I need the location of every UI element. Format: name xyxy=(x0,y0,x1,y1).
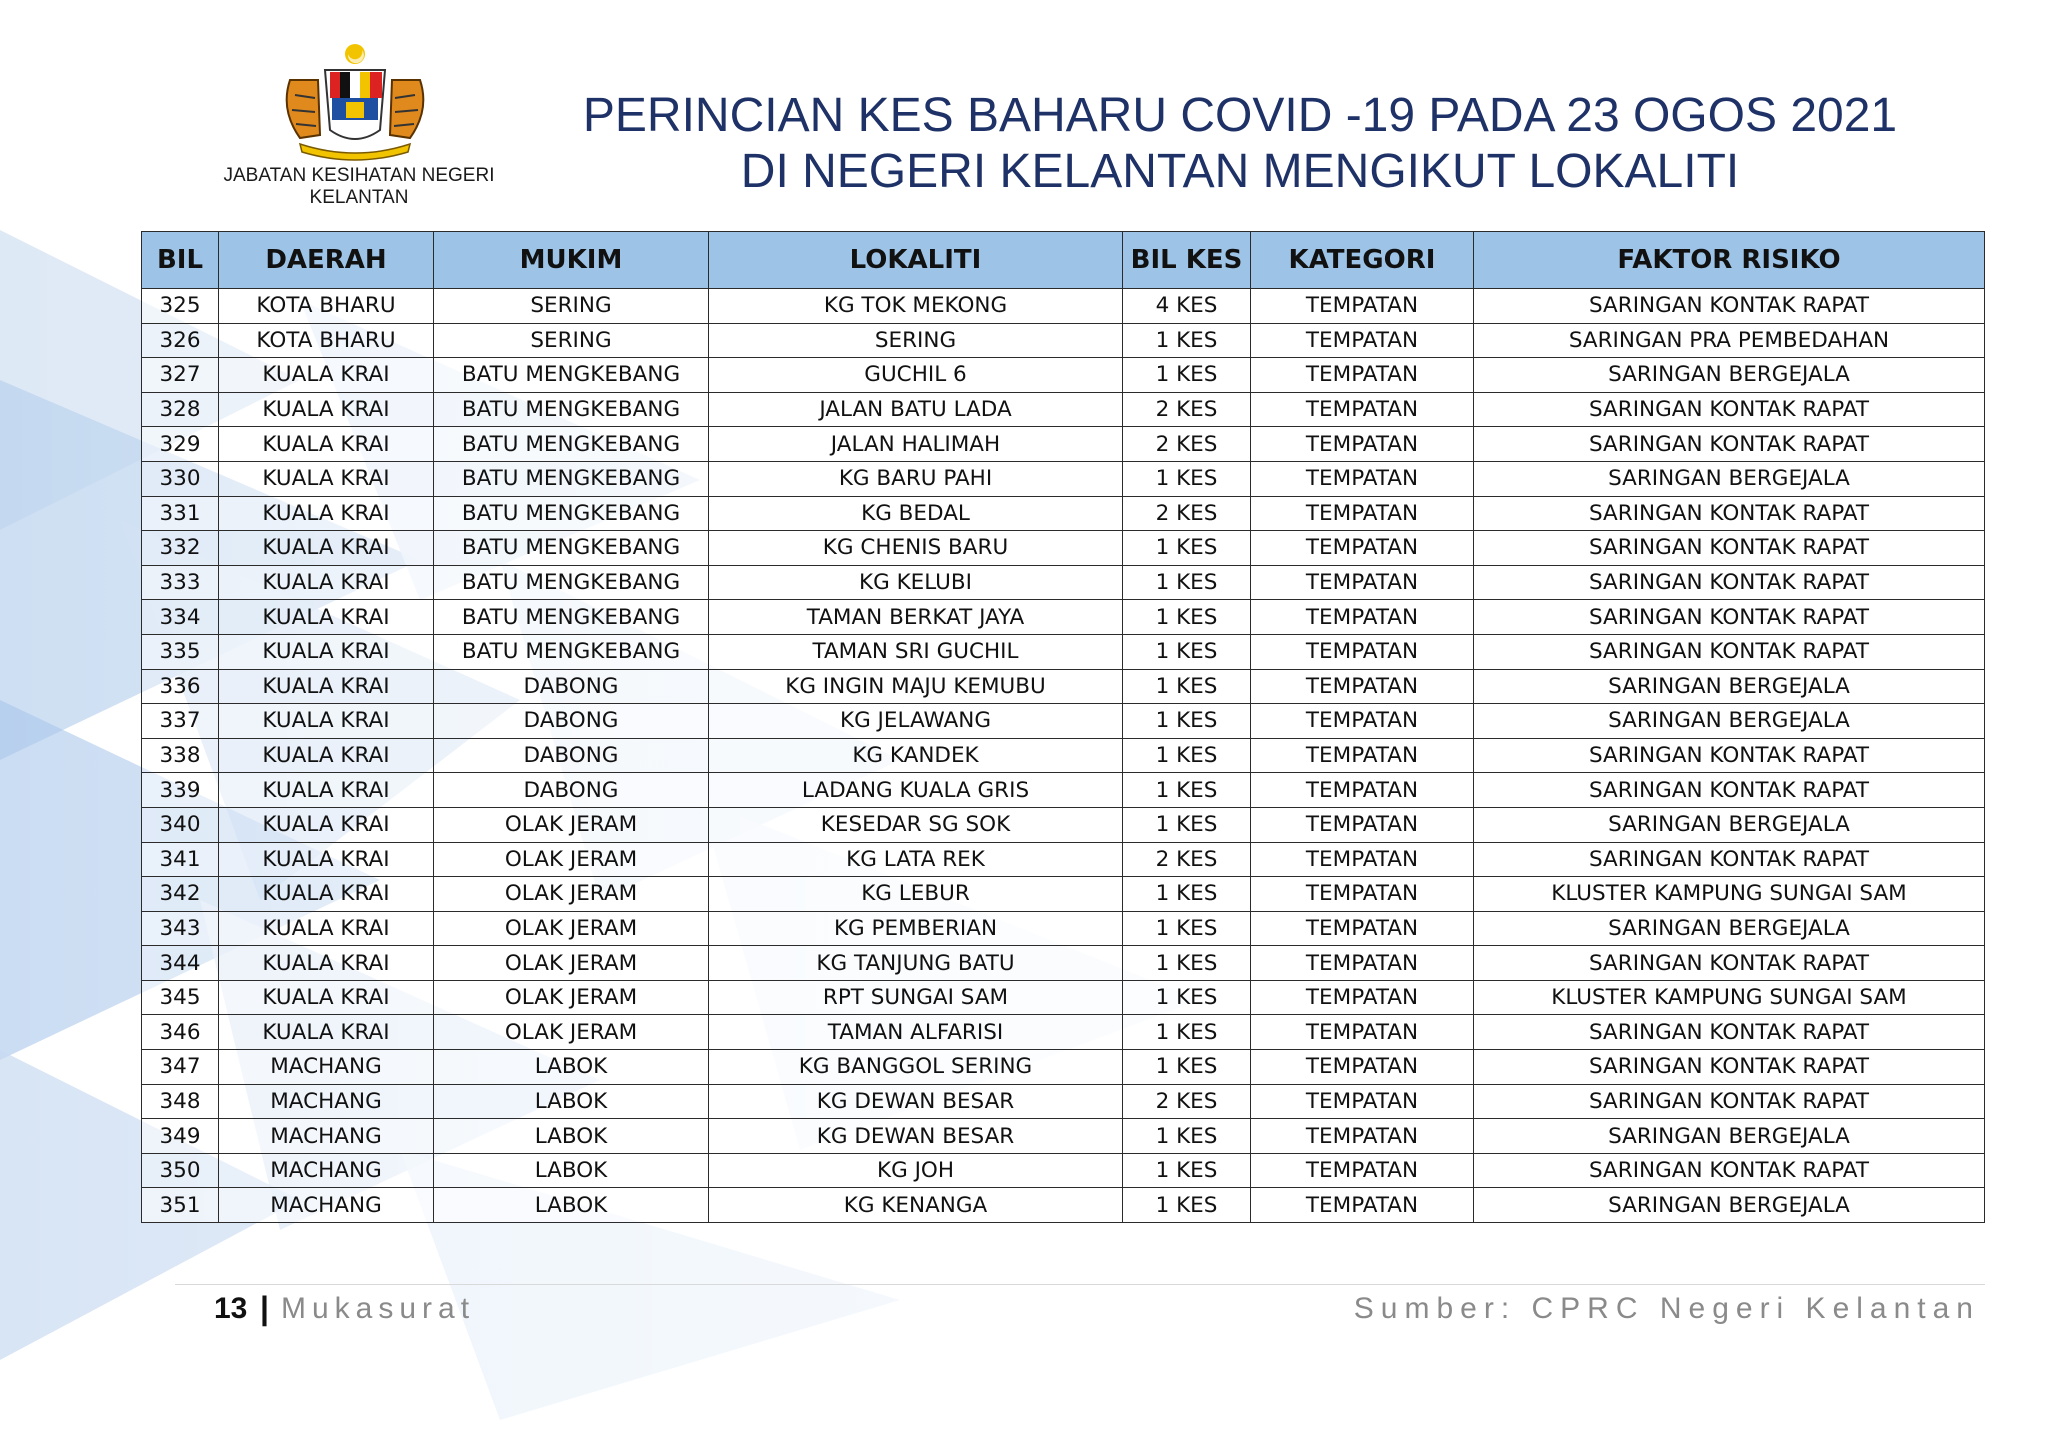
cell-faktor-risiko: SARINGAN BERGEJALA xyxy=(1474,358,1985,393)
table-row xyxy=(142,669,1985,704)
table-row xyxy=(142,1119,1985,1154)
table-row xyxy=(142,461,1985,496)
cell-lokaliti: KG JELAWANG xyxy=(709,704,1123,739)
cell-lokaliti: KG TANJUNG BATU xyxy=(709,946,1123,981)
cell-bil-kes: 4 KES xyxy=(1123,289,1251,324)
cell-lokaliti: TAMAN ALFARISI xyxy=(709,1015,1123,1050)
cell-daerah: KUALA KRAI xyxy=(219,807,434,842)
source-credit: Sumber: CPRC Negeri Kelantan xyxy=(1353,1292,1980,1325)
cell-kategori: TEMPATAN xyxy=(1251,980,1474,1015)
cell-daerah: KUALA KRAI xyxy=(219,531,434,566)
cell-daerah: KUALA KRAI xyxy=(219,427,434,462)
table-row xyxy=(142,496,1985,531)
table-row xyxy=(142,427,1985,462)
cell-bil-kes: 1 KES xyxy=(1123,877,1251,912)
cell-bil: 332 xyxy=(142,531,219,566)
cell-kategori: TEMPATAN xyxy=(1251,392,1474,427)
cell-daerah: MACHANG xyxy=(219,1188,434,1223)
cell-bil-kes: 1 KES xyxy=(1123,773,1251,808)
cell-daerah: KOTA BHARU xyxy=(219,323,434,358)
table-header-row xyxy=(142,232,1985,289)
cell-kategori: TEMPATAN xyxy=(1251,531,1474,566)
title-line-2: DI NEGERI KELANTAN MENGIKUT LOKALITI xyxy=(740,145,1740,198)
cell-daerah: KUALA KRAI xyxy=(219,565,434,600)
cell-faktor-risiko: SARINGAN KONTAK RAPAT xyxy=(1474,842,1985,877)
page-separator: | xyxy=(260,1290,269,1326)
cell-daerah: KUALA KRAI xyxy=(219,704,434,739)
cell-faktor-risiko: SARINGAN PRA PEMBEDAHAN xyxy=(1474,323,1985,358)
cell-lokaliti: JALAN HALIMAH xyxy=(709,427,1123,462)
cell-faktor-risiko: SARINGAN KONTAK RAPAT xyxy=(1474,565,1985,600)
cell-mukim: OLAK JERAM xyxy=(434,842,709,877)
cell-daerah: KUALA KRAI xyxy=(219,911,434,946)
table-body xyxy=(142,289,1985,1223)
cell-mukim: BATU MENGKEBANG xyxy=(434,358,709,393)
column-header-lokaliti: LOKALITI xyxy=(709,232,1123,289)
cell-bil-kes: 1 KES xyxy=(1123,807,1251,842)
cell-mukim: BATU MENGKEBANG xyxy=(434,634,709,669)
cell-bil-kes: 1 KES xyxy=(1123,911,1251,946)
cell-bil-kes: 1 KES xyxy=(1123,980,1251,1015)
cell-lokaliti: KESEDAR SG SOK xyxy=(709,807,1123,842)
cell-bil: 341 xyxy=(142,842,219,877)
cell-faktor-risiko: SARINGAN BERGEJALA xyxy=(1474,1188,1985,1223)
cell-faktor-risiko: SARINGAN KONTAK RAPAT xyxy=(1474,427,1985,462)
cell-lokaliti: KG DEWAN BESAR xyxy=(709,1084,1123,1119)
cell-kategori: TEMPATAN xyxy=(1251,323,1474,358)
cell-faktor-risiko: SARINGAN KONTAK RAPAT xyxy=(1474,946,1985,981)
cell-faktor-risiko: KLUSTER KAMPUNG SUNGAI SAM xyxy=(1474,877,1985,912)
cell-lokaliti: KG INGIN MAJU KEMUBU xyxy=(709,669,1123,704)
cell-bil: 335 xyxy=(142,634,219,669)
cell-faktor-risiko: SARINGAN KONTAK RAPAT xyxy=(1474,1015,1985,1050)
cell-bil: 339 xyxy=(142,773,219,808)
cell-daerah: KUALA KRAI xyxy=(219,600,434,635)
cell-daerah: KUALA KRAI xyxy=(219,773,434,808)
cell-mukim: OLAK JERAM xyxy=(434,1015,709,1050)
cell-bil-kes: 1 KES xyxy=(1123,1153,1251,1188)
cell-daerah: KUALA KRAI xyxy=(219,842,434,877)
cell-bil: 326 xyxy=(142,323,219,358)
table-row xyxy=(142,911,1985,946)
covid-cases-table xyxy=(141,231,1985,1223)
title-line-1: PERINCIAN KES BAHARU COVID -19 PADA 23 OGOS 2021 xyxy=(582,89,1898,142)
table-row xyxy=(142,1084,1985,1119)
cell-mukim: DABONG xyxy=(434,704,709,739)
column-header-kategori: KATEGORI xyxy=(1251,232,1474,289)
cell-bil-kes: 1 KES xyxy=(1123,461,1251,496)
cell-faktor-risiko: KLUSTER KAMPUNG SUNGAI SAM xyxy=(1474,980,1985,1015)
cell-bil-kes: 1 KES xyxy=(1123,531,1251,566)
column-header-mukim: MUKIM xyxy=(434,232,709,289)
cell-daerah: KUALA KRAI xyxy=(219,392,434,427)
cell-bil-kes: 1 KES xyxy=(1123,669,1251,704)
cell-mukim: LABOK xyxy=(434,1119,709,1154)
cell-lokaliti: SERING xyxy=(709,323,1123,358)
cell-daerah: KUALA KRAI xyxy=(219,1015,434,1050)
cell-daerah: KUALA KRAI xyxy=(219,877,434,912)
cell-mukim: SERING xyxy=(434,289,709,324)
coat-of-arms-logo xyxy=(270,40,440,165)
cell-kategori: TEMPATAN xyxy=(1251,669,1474,704)
cell-kategori: TEMPATAN xyxy=(1251,496,1474,531)
cell-kategori: TEMPATAN xyxy=(1251,842,1474,877)
table-row xyxy=(142,323,1985,358)
cell-mukim: LABOK xyxy=(434,1050,709,1085)
cell-kategori: TEMPATAN xyxy=(1251,1153,1474,1188)
cell-lokaliti: KG KENANGA xyxy=(709,1188,1123,1223)
cell-bil: 336 xyxy=(142,669,219,704)
cell-faktor-risiko: SARINGAN KONTAK RAPAT xyxy=(1474,1084,1985,1119)
cell-bil-kes: 1 KES xyxy=(1123,1188,1251,1223)
cell-bil-kes: 2 KES xyxy=(1123,1084,1251,1119)
cell-bil-kes: 1 KES xyxy=(1123,1050,1251,1085)
cell-mukim: BATU MENGKEBANG xyxy=(434,565,709,600)
table-row xyxy=(142,807,1985,842)
cell-mukim: LABOK xyxy=(434,1084,709,1119)
cell-lokaliti: GUCHIL 6 xyxy=(709,358,1123,393)
cell-daerah: KUALA KRAI xyxy=(219,946,434,981)
cell-mukim: OLAK JERAM xyxy=(434,807,709,842)
cell-daerah: KUALA KRAI xyxy=(219,634,434,669)
cell-faktor-risiko: SARINGAN BERGEJALA xyxy=(1474,1119,1985,1154)
cell-mukim: OLAK JERAM xyxy=(434,980,709,1015)
cell-bil-kes: 1 KES xyxy=(1123,1015,1251,1050)
cell-mukim: OLAK JERAM xyxy=(434,877,709,912)
cell-mukim: LABOK xyxy=(434,1188,709,1223)
cell-lokaliti: KG KELUBI xyxy=(709,565,1123,600)
cell-mukim: BATU MENGKEBANG xyxy=(434,496,709,531)
cell-bil: 346 xyxy=(142,1015,219,1050)
cell-mukim: SERING xyxy=(434,323,709,358)
cell-kategori: TEMPATAN xyxy=(1251,1015,1474,1050)
cell-mukim: OLAK JERAM xyxy=(434,911,709,946)
cell-faktor-risiko: SARINGAN KONTAK RAPAT xyxy=(1474,600,1985,635)
cell-bil: 329 xyxy=(142,427,219,462)
cell-bil: 343 xyxy=(142,911,219,946)
cell-kategori: TEMPATAN xyxy=(1251,1050,1474,1085)
cell-faktor-risiko: SARINGAN BERGEJALA xyxy=(1474,704,1985,739)
cell-daerah: MACHANG xyxy=(219,1153,434,1188)
cell-bil: 325 xyxy=(142,289,219,324)
cell-daerah: MACHANG xyxy=(219,1050,434,1085)
cell-kategori: TEMPATAN xyxy=(1251,1119,1474,1154)
cell-bil: 338 xyxy=(142,738,219,773)
cell-bil: 334 xyxy=(142,600,219,635)
cell-mukim: BATU MENGKEBANG xyxy=(434,600,709,635)
cell-mukim: BATU MENGKEBANG xyxy=(434,531,709,566)
cell-bil: 340 xyxy=(142,807,219,842)
cell-bil: 348 xyxy=(142,1084,219,1119)
cell-faktor-risiko: SARINGAN KONTAK RAPAT xyxy=(1474,1153,1985,1188)
cell-lokaliti: KG LATA REK xyxy=(709,842,1123,877)
cell-bil-kes: 2 KES xyxy=(1123,842,1251,877)
cell-lokaliti: LADANG KUALA GRIS xyxy=(709,773,1123,808)
cell-daerah: MACHANG xyxy=(219,1084,434,1119)
cell-bil-kes: 1 KES xyxy=(1123,946,1251,981)
cell-kategori: TEMPATAN xyxy=(1251,738,1474,773)
cell-mukim: OLAK JERAM xyxy=(434,946,709,981)
cell-lokaliti: KG PEMBERIAN xyxy=(709,911,1123,946)
cell-bil-kes: 1 KES xyxy=(1123,323,1251,358)
cell-lokaliti: KG LEBUR xyxy=(709,877,1123,912)
cell-kategori: TEMPATAN xyxy=(1251,877,1474,912)
table-row xyxy=(142,1153,1985,1188)
cell-kategori: TEMPATAN xyxy=(1251,1188,1474,1223)
cell-bil: 327 xyxy=(142,358,219,393)
cell-daerah: KUALA KRAI xyxy=(219,358,434,393)
column-header-bil: BIL xyxy=(142,232,219,289)
table-row xyxy=(142,289,1985,324)
cell-lokaliti: KG CHENIS BARU xyxy=(709,531,1123,566)
cell-bil-kes: 1 KES xyxy=(1123,634,1251,669)
cell-kategori: TEMPATAN xyxy=(1251,600,1474,635)
column-header-faktor-risiko: FAKTOR RISIKO xyxy=(1474,232,1985,289)
table-row xyxy=(142,531,1985,566)
cell-bil-kes: 1 KES xyxy=(1123,1119,1251,1154)
cell-faktor-risiko: SARINGAN KONTAK RAPAT xyxy=(1474,496,1985,531)
cell-mukim: BATU MENGKEBANG xyxy=(434,461,709,496)
cell-kategori: TEMPATAN xyxy=(1251,461,1474,496)
table-row xyxy=(142,358,1985,393)
cell-bil: 328 xyxy=(142,392,219,427)
cell-lokaliti: KG BANGGOL SERING xyxy=(709,1050,1123,1085)
cell-kategori: TEMPATAN xyxy=(1251,807,1474,842)
cell-bil-kes: 2 KES xyxy=(1123,392,1251,427)
table-row xyxy=(142,392,1985,427)
cell-kategori: TEMPATAN xyxy=(1251,358,1474,393)
cell-faktor-risiko: SARINGAN BERGEJALA xyxy=(1474,669,1985,704)
table-row xyxy=(142,738,1985,773)
table-row xyxy=(142,1015,1985,1050)
cell-lokaliti: KG TOK MEKONG xyxy=(709,289,1123,324)
cell-faktor-risiko: SARINGAN KONTAK RAPAT xyxy=(1474,531,1985,566)
cell-bil: 345 xyxy=(142,980,219,1015)
cell-mukim: DABONG xyxy=(434,773,709,808)
cell-daerah: KOTA BHARU xyxy=(219,289,434,324)
table-row xyxy=(142,634,1985,669)
cell-faktor-risiko: SARINGAN BERGEJALA xyxy=(1474,807,1985,842)
cell-lokaliti: KG BEDAL xyxy=(709,496,1123,531)
cell-kategori: TEMPATAN xyxy=(1251,773,1474,808)
cell-faktor-risiko: SARINGAN BERGEJALA xyxy=(1474,461,1985,496)
cell-kategori: TEMPATAN xyxy=(1251,704,1474,739)
cell-bil-kes: 1 KES xyxy=(1123,600,1251,635)
cell-faktor-risiko: SARINGAN KONTAK RAPAT xyxy=(1474,634,1985,669)
cell-faktor-risiko: SARINGAN KONTAK RAPAT xyxy=(1474,738,1985,773)
cell-faktor-risiko: SARINGAN KONTAK RAPAT xyxy=(1474,1050,1985,1085)
cell-kategori: TEMPATAN xyxy=(1251,289,1474,324)
cell-bil: 330 xyxy=(142,461,219,496)
table-row xyxy=(142,877,1985,912)
cell-daerah: KUALA KRAI xyxy=(219,496,434,531)
table-row xyxy=(142,946,1985,981)
cell-bil: 347 xyxy=(142,1050,219,1085)
cell-bil-kes: 1 KES xyxy=(1123,358,1251,393)
cell-lokaliti: TAMAN BERKAT JAYA xyxy=(709,600,1123,635)
cell-kategori: TEMPATAN xyxy=(1251,946,1474,981)
table-row xyxy=(142,842,1985,877)
cell-bil: 344 xyxy=(142,946,219,981)
table-row xyxy=(142,600,1985,635)
cell-bil: 333 xyxy=(142,565,219,600)
page-title xyxy=(520,88,1960,200)
column-header-bil-kes: BIL KES xyxy=(1123,232,1251,289)
cell-mukim: LABOK xyxy=(434,1153,709,1188)
cell-kategori: TEMPATAN xyxy=(1251,911,1474,946)
table-row xyxy=(142,1050,1985,1085)
page-number: 13 xyxy=(214,1292,248,1325)
page-label: Mukasurat xyxy=(281,1292,476,1325)
cell-faktor-risiko: SARINGAN KONTAK RAPAT xyxy=(1474,773,1985,808)
cell-mukim: BATU MENGKEBANG xyxy=(434,392,709,427)
cell-bil: 351 xyxy=(142,1188,219,1223)
cell-kategori: TEMPATAN xyxy=(1251,565,1474,600)
cell-lokaliti: KG DEWAN BESAR xyxy=(709,1119,1123,1154)
cell-daerah: MACHANG xyxy=(219,1119,434,1154)
cell-bil: 342 xyxy=(142,877,219,912)
cell-faktor-risiko: SARINGAN BERGEJALA xyxy=(1474,911,1985,946)
cell-mukim: DABONG xyxy=(434,738,709,773)
cell-lokaliti: TAMAN SRI GUCHIL xyxy=(709,634,1123,669)
cell-lokaliti: RPT SUNGAI SAM xyxy=(709,980,1123,1015)
cell-faktor-risiko: SARINGAN KONTAK RAPAT xyxy=(1474,392,1985,427)
footer-divider xyxy=(175,1284,1985,1285)
cell-kategori: TEMPATAN xyxy=(1251,634,1474,669)
cell-bil-kes: 1 KES xyxy=(1123,704,1251,739)
cell-mukim: BATU MENGKEBANG xyxy=(434,427,709,462)
cell-kategori: TEMPATAN xyxy=(1251,1084,1474,1119)
cell-bil: 349 xyxy=(142,1119,219,1154)
cell-lokaliti: JALAN BATU LADA xyxy=(709,392,1123,427)
table-row xyxy=(142,704,1985,739)
table-row xyxy=(142,980,1985,1015)
cell-bil-kes: 1 KES xyxy=(1123,565,1251,600)
table-row xyxy=(142,1188,1985,1223)
cell-daerah: KUALA KRAI xyxy=(219,738,434,773)
organization-name: JABATAN KESIHATAN NEGERI KELANTAN xyxy=(223,165,495,208)
cell-bil-kes: 2 KES xyxy=(1123,496,1251,531)
cell-mukim: DABONG xyxy=(434,669,709,704)
column-header-daerah: DAERAH xyxy=(219,232,434,289)
cell-lokaliti: KG BARU PAHI xyxy=(709,461,1123,496)
cell-bil: 350 xyxy=(142,1153,219,1188)
cell-bil: 331 xyxy=(142,496,219,531)
cell-faktor-risiko: SARINGAN KONTAK RAPAT xyxy=(1474,289,1985,324)
cell-bil-kes: 1 KES xyxy=(1123,738,1251,773)
cell-bil: 337 xyxy=(142,704,219,739)
cell-lokaliti: KG JOH xyxy=(709,1153,1123,1188)
table-row xyxy=(142,773,1985,808)
cell-daerah: KUALA KRAI xyxy=(219,980,434,1015)
cell-daerah: KUALA KRAI xyxy=(219,669,434,704)
cell-bil-kes: 2 KES xyxy=(1123,427,1251,462)
cell-daerah: KUALA KRAI xyxy=(219,461,434,496)
cell-kategori: TEMPATAN xyxy=(1251,427,1474,462)
table-row xyxy=(142,565,1985,600)
cell-lokaliti: KG KANDEK xyxy=(709,738,1123,773)
